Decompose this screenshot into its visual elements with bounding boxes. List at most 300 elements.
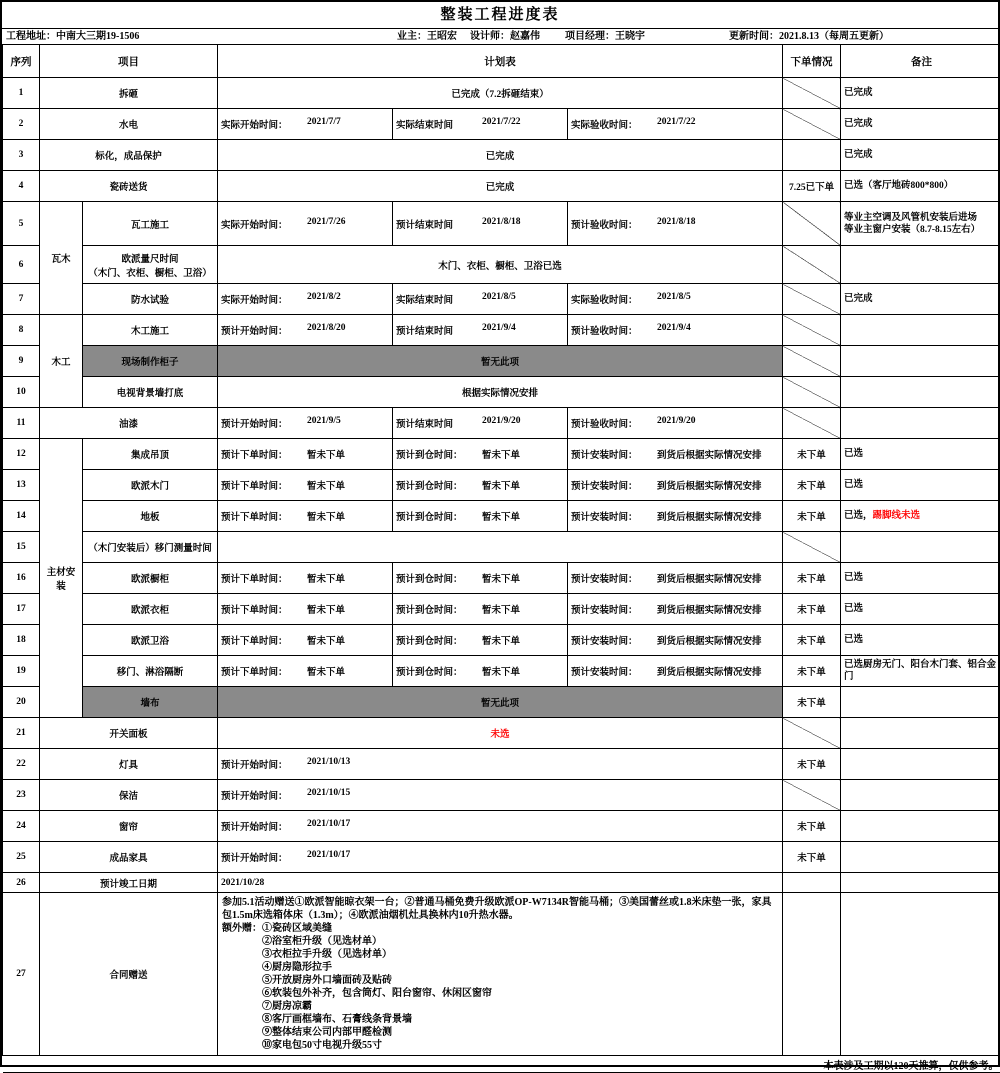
plan-label: 预计验收时间： — [571, 217, 657, 231]
order-status-cell — [783, 656, 841, 687]
remark-line — [844, 510, 999, 522]
plan-value: 暂未下单 — [307, 633, 345, 647]
remark-cell — [841, 873, 1000, 893]
order-status-cell — [783, 811, 841, 842]
remark-cell — [841, 109, 1000, 140]
remark-cell — [841, 78, 1000, 109]
remark-line — [844, 118, 999, 130]
table-row — [3, 780, 1000, 811]
remark-text: 踢脚线未选 — [873, 511, 921, 521]
plan-value: 2021/10/15 — [307, 788, 350, 798]
project-name: 移门、淋浴隔断 — [86, 664, 214, 678]
project-name: 瓷砖送货 — [43, 179, 214, 193]
plan-value: 2021/10/17 — [307, 819, 350, 829]
row-number-cell: 22 — [3, 749, 40, 780]
project-cell — [40, 78, 218, 109]
plan-label: 预计开始时间： — [221, 850, 307, 864]
table-row — [3, 893, 1000, 1056]
plan-label: 预计开始时间： — [221, 323, 307, 337]
remark-line — [844, 224, 999, 236]
plan-label: 预计安装时间： — [571, 633, 657, 647]
project-cell — [83, 470, 218, 501]
project-cell — [40, 811, 218, 842]
plan-cell — [218, 749, 783, 780]
row-number-cell: 6 — [3, 246, 40, 284]
plan-label: 实际开始时间： — [221, 292, 307, 306]
gift-line: ⑥软装包外补齐，包含筒灯、阳台窗帘、休闲区窗帘 — [222, 987, 778, 1000]
project-name: 现场制作柜子 — [86, 354, 214, 368]
table-row — [3, 842, 1000, 873]
plan-status-cell — [218, 140, 783, 171]
plan-label: 预计安装时间： — [571, 571, 657, 585]
project-name: 水电 — [43, 117, 214, 131]
plan-value: 暂未下单 — [482, 602, 520, 616]
row-number-cell: 21 — [3, 718, 40, 749]
order-status-cell — [783, 718, 841, 749]
table-row — [3, 202, 1000, 246]
col-header-plan: 计划表 — [218, 45, 783, 78]
project-cell — [83, 202, 218, 246]
plan-cell — [393, 470, 568, 501]
plan-cell — [218, 109, 393, 140]
plan-label: 预计安装时间： — [571, 602, 657, 616]
remark-line — [844, 572, 999, 584]
order-status-text: 未下单 — [797, 513, 826, 523]
table-row — [3, 315, 1000, 346]
order-status-text: 未下单 — [797, 575, 826, 585]
remark-text: 已完成 — [844, 294, 873, 304]
plan-status-text: 暂无此项 — [481, 699, 519, 709]
remark-cell — [841, 532, 1000, 563]
remark-text: 等业主窗户安装（8.7-8.15左右） — [844, 225, 980, 235]
plan-value: 到货后根据实际情况安排 — [657, 447, 762, 461]
plan-value: 到货后根据实际情况安排 — [657, 571, 762, 585]
plan-status-text: 未选 — [491, 730, 510, 740]
plan-label: 预计开始时间： — [221, 416, 307, 430]
update-time: 更新时间：2021.8.13（每周五更新） — [729, 29, 889, 44]
plan-cell — [218, 842, 783, 873]
project-cell — [40, 893, 218, 1056]
table-row — [3, 171, 1000, 202]
plan-cell — [393, 202, 568, 246]
plan-cell — [568, 284, 783, 315]
remark-cell — [841, 246, 1000, 284]
remark-cell — [841, 893, 1000, 1056]
project-cell — [83, 346, 218, 377]
order-status-cell — [783, 246, 841, 284]
row-number-cell: 2 — [3, 109, 40, 140]
project-name: 防水试验 — [86, 292, 214, 306]
order-status-cell — [783, 346, 841, 377]
order-status-cell — [783, 439, 841, 470]
plan-value: 暂未下单 — [482, 571, 520, 585]
header-row — [3, 45, 1000, 78]
plan-label: 预计到仓时间： — [396, 478, 482, 492]
remark-cell — [841, 687, 1000, 718]
gift-line: ③衣柜拉手升级（见选材单） — [222, 948, 778, 961]
row-number-cell: 12 — [3, 439, 40, 470]
plan-cell — [568, 439, 783, 470]
plan-status-text: 已完成 — [486, 183, 515, 193]
plan-label: 预计下单时间： — [221, 602, 307, 616]
remark-cell — [841, 140, 1000, 171]
plan-value: 到货后根据实际情况安排 — [657, 509, 762, 523]
project-name: 地板 — [86, 509, 214, 523]
remark-cell — [841, 718, 1000, 749]
plan-cell — [393, 284, 568, 315]
remark-line — [844, 293, 999, 305]
plan-value: 2021/7/26 — [307, 217, 346, 227]
plan-value: 暂未下单 — [307, 447, 345, 461]
table-row — [3, 439, 1000, 470]
plan-value: 到货后根据实际情况安排 — [657, 664, 762, 678]
plan-value: 到货后根据实际情况安排 — [657, 633, 762, 647]
remark-line — [844, 603, 999, 615]
project-cell — [83, 246, 218, 284]
plan-cell — [568, 656, 783, 687]
table-row — [3, 625, 1000, 656]
plan-cell — [568, 109, 783, 140]
table-row — [3, 501, 1000, 532]
plan-label: 预计下单时间： — [221, 633, 307, 647]
row-number-cell: 19 — [3, 656, 40, 687]
row-number-cell: 18 — [3, 625, 40, 656]
project-cell — [83, 594, 218, 625]
project-cell — [40, 749, 218, 780]
plan-label: 预计到仓时间： — [396, 602, 482, 616]
plan-cell — [218, 470, 393, 501]
plan-label: 预计开始时间： — [221, 819, 307, 833]
table-row — [3, 109, 1000, 140]
project-name: 合同赠送 — [43, 967, 214, 981]
plan-cell — [568, 501, 783, 532]
plan-label: 实际结束时间 — [396, 292, 482, 306]
row-number-cell: 23 — [3, 780, 40, 811]
project-cell — [40, 873, 218, 893]
project-cell — [83, 687, 218, 718]
order-status-text: 未下单 — [797, 699, 826, 709]
remark-cell — [841, 625, 1000, 656]
plan-cell — [568, 470, 783, 501]
project-name: 标化，成品保护 — [43, 148, 214, 162]
plan-status-text: 已完成（7.2拆砸结束） — [451, 90, 548, 100]
table-row — [3, 594, 1000, 625]
plan-cell — [218, 625, 393, 656]
project-cell — [83, 563, 218, 594]
plan-status-cell — [218, 687, 783, 718]
remark-line — [844, 149, 999, 161]
project-name: 木工施工 — [86, 323, 214, 337]
plan-label: 预计下单时间： — [221, 478, 307, 492]
footer-note: 本表涉及工期以120天推算，仅供参考。 — [3, 1056, 1000, 1073]
designer-name: 设计师：赵嘉伟 — [470, 29, 540, 44]
remark-cell — [841, 811, 1000, 842]
table-row — [3, 284, 1000, 315]
plan-label: 预计下单时间： — [221, 447, 307, 461]
row-number-cell: 24 — [3, 811, 40, 842]
gift-line: ②浴室柜升级（见选材单） — [222, 935, 778, 948]
remark-cell — [841, 346, 1000, 377]
stage-group-cell: 瓦木 — [40, 202, 83, 315]
remark-text: 已选厨房无门、阳台木门套、铝合金门 — [844, 660, 996, 682]
project-cell — [40, 109, 218, 140]
plan-status-cell — [218, 78, 783, 109]
plan-cell — [393, 408, 568, 439]
plan-cell — [568, 315, 783, 346]
plan-cell — [568, 625, 783, 656]
project-name: （木门、衣柜、橱柜、卫浴） — [86, 265, 214, 279]
plan-cell — [218, 811, 783, 842]
plan-cell — [393, 656, 568, 687]
project-cell — [40, 408, 218, 439]
plan-value: 2021/8/20 — [307, 323, 346, 333]
stage-group-cell: 木工 — [40, 315, 83, 408]
remark-text: 已完成 — [844, 88, 873, 98]
project-name: 欧派量尺时间 — [86, 251, 214, 265]
remark-cell — [841, 749, 1000, 780]
row-number-cell: 5 — [3, 202, 40, 246]
remark-text: 已选 — [844, 480, 863, 490]
col-header-project: 项目 — [40, 45, 218, 78]
plan-label: 预计到仓时间： — [396, 633, 482, 647]
remark-cell — [841, 780, 1000, 811]
plan-cell — [568, 563, 783, 594]
row-number-cell: 1 — [3, 78, 40, 109]
table-row — [3, 749, 1000, 780]
plan-cell — [393, 501, 568, 532]
plan-value: 2021/9/5 — [307, 416, 341, 426]
project-cell — [83, 532, 218, 563]
plan-status-text: 木门、衣柜、橱柜、卫浴已选 — [438, 262, 562, 272]
gift-line: 参加5.1活动赠送①欧派智能晾衣架一台；②普通马桶免费升级欧派OP-W7134R智能马桶；③美国蕾丝或1.8米床垫一张，家具包1.5m床选箱体床（1.3m）；④欧派油烟机灶具换林内10升热水器。 — [222, 896, 778, 922]
order-status-text: 未下单 — [797, 606, 826, 616]
remark-text: 已完成 — [844, 150, 873, 160]
order-status-text: 未下单 — [797, 451, 826, 461]
project-name: 欧派卫浴 — [86, 633, 214, 647]
plan-label: 预计结束时间 — [396, 217, 482, 231]
plan-cell — [218, 594, 393, 625]
row-number-cell: 3 — [3, 140, 40, 171]
row-number-cell: 20 — [3, 687, 40, 718]
order-status-text: 未下单 — [797, 823, 826, 833]
plan-label: 预计安装时间： — [571, 447, 657, 461]
plan-cell — [218, 408, 393, 439]
project-name: 电视背景墙打底 — [86, 385, 214, 399]
project-name: 成品家具 — [43, 850, 214, 864]
table-row — [3, 811, 1000, 842]
remark-cell — [841, 284, 1000, 315]
gift-line: ④厨房隐形拉手 — [222, 961, 778, 974]
col-header-seq: 序列 — [3, 45, 40, 78]
table-row — [3, 718, 1000, 749]
plan-cell — [393, 109, 568, 140]
stage-group-cell: 主材安装 — [40, 439, 83, 718]
plan-value: 暂未下单 — [482, 633, 520, 647]
project-name: 预计竣工日期 — [43, 876, 214, 890]
project-cell — [40, 140, 218, 171]
order-status-text: 未下单 — [797, 637, 826, 647]
owner-name: 业主：王昭宏 — [397, 29, 457, 44]
order-status-text: 未下单 — [797, 482, 826, 492]
order-status-cell — [783, 284, 841, 315]
col-header-remark: 备注 — [841, 45, 1000, 78]
plan-label: 预计到仓时间： — [396, 509, 482, 523]
progress-table — [2, 44, 1000, 1073]
remark-line — [844, 180, 999, 192]
col-header-order: 下单情况 — [783, 45, 841, 78]
project-name: 墙布 — [86, 695, 214, 709]
plan-value: 暂未下单 — [482, 447, 520, 461]
plan-value: 2021/8/5 — [657, 292, 691, 302]
plan-value: 暂未下单 — [482, 509, 520, 523]
row-number-cell: 10 — [3, 377, 40, 408]
project-name: 灯具 — [43, 757, 214, 771]
plan-status-cell — [218, 377, 783, 408]
remark-cell — [841, 171, 1000, 202]
project-cell — [83, 501, 218, 532]
remark-cell — [841, 202, 1000, 246]
plan-label: 预计验收时间： — [571, 416, 657, 430]
row-number-cell: 8 — [3, 315, 40, 346]
gift-line: ⑨整体结束公司内部甲醛检测 — [222, 1026, 778, 1039]
remark-text: 等业主空调及风管机安装后进场 — [844, 213, 977, 223]
order-status-text: 7.25已下单 — [789, 183, 834, 193]
remark-text: 已选 — [844, 635, 863, 645]
plan-label: 实际验收时间： — [571, 117, 657, 131]
plan-cell — [218, 439, 393, 470]
plan-value: 暂未下单 — [307, 571, 345, 585]
plan-label: 实际开始时间： — [221, 117, 307, 131]
plan-label: 预计验收时间： — [571, 323, 657, 337]
order-status-cell — [783, 532, 841, 563]
table-row — [3, 470, 1000, 501]
table-row — [3, 563, 1000, 594]
plan-status-cell — [218, 171, 783, 202]
remark-cell — [841, 501, 1000, 532]
order-status-cell — [783, 563, 841, 594]
order-status-cell — [783, 842, 841, 873]
plan-value: 2021/8/18 — [482, 217, 521, 227]
gift-line: ⑧客厅画框墙布、石膏线条背景墙 — [222, 1013, 778, 1026]
plan-label: 预计到仓时间： — [396, 571, 482, 585]
order-status-cell — [783, 687, 841, 718]
gift-line: 额外赠：①瓷砖区域美缝 — [222, 922, 778, 935]
table-row — [3, 408, 1000, 439]
order-status-cell — [783, 873, 841, 893]
row-number-cell: 26 — [3, 873, 40, 893]
order-status-cell — [783, 625, 841, 656]
order-status-cell — [783, 140, 841, 171]
project-manager-name: 项目经理：王晓宇 — [565, 29, 645, 44]
plan-value: 2021/10/17 — [307, 850, 350, 860]
plan-cell — [218, 315, 393, 346]
plan-cell — [218, 656, 393, 687]
gift-line: ⑦厨房凉霸 — [222, 1000, 778, 1013]
plan-value: 暂未下单 — [482, 478, 520, 492]
table-row — [3, 78, 1000, 109]
table-row — [3, 346, 1000, 377]
remark-line — [844, 212, 999, 224]
project-name: 欧派衣柜 — [86, 602, 214, 616]
project-cell — [83, 284, 218, 315]
plan-label: 预计安装时间： — [571, 478, 657, 492]
project-name: 开关面板 — [43, 726, 214, 740]
plan-cell — [218, 563, 393, 594]
order-status-cell — [783, 780, 841, 811]
plan-label: 预计到仓时间： — [396, 664, 482, 678]
plan-value: 到货后根据实际情况安排 — [657, 478, 762, 492]
plan-value: 暂未下单 — [307, 509, 345, 523]
plan-label: 预计开始时间： — [221, 788, 307, 802]
row-number-cell: 25 — [3, 842, 40, 873]
plan-label: 预计下单时间： — [221, 509, 307, 523]
plan-value: 2021/8/18 — [657, 217, 696, 227]
remark-line — [844, 634, 999, 646]
plan-value: 2021/9/20 — [657, 416, 696, 426]
plan-label: 预计下单时间： — [221, 664, 307, 678]
plan-value: 2021/7/22 — [657, 117, 696, 127]
plan-cell — [393, 439, 568, 470]
project-name: （木门安装后）移门测量时间 — [86, 540, 214, 554]
plan-value: 2021/9/4 — [482, 323, 516, 333]
remark-cell — [841, 842, 1000, 873]
plan-label: 实际验收时间： — [571, 292, 657, 306]
project-address: 工程地址：中南大三期19-1506 — [6, 29, 139, 44]
remark-cell — [841, 315, 1000, 346]
plan-label: 预计开始时间： — [221, 757, 307, 771]
page-title: 整装工程进度表 — [2, 2, 998, 28]
row-number-cell: 27 — [3, 893, 40, 1056]
remark-cell — [841, 377, 1000, 408]
table-row — [3, 140, 1000, 171]
project-cell — [83, 439, 218, 470]
plan-value: 2021/10/13 — [307, 757, 350, 767]
remark-cell — [841, 408, 1000, 439]
remark-cell — [841, 470, 1000, 501]
table-row — [3, 873, 1000, 893]
project-name: 保洁 — [43, 788, 214, 802]
plan-label: 预计到仓时间： — [396, 447, 482, 461]
plan-cell — [218, 202, 393, 246]
plan-status-text: 根据实际情况安排 — [462, 389, 538, 399]
plan-notes-cell — [218, 893, 783, 1056]
project-name: 欧派橱柜 — [86, 571, 214, 585]
info-row — [2, 28, 998, 45]
project-cell — [83, 656, 218, 687]
plan-value: 2021/8/5 — [482, 292, 516, 302]
plan-label: 实际结束时间 — [396, 117, 482, 131]
table-row — [3, 656, 1000, 687]
plan-status-cell — [218, 532, 783, 563]
order-status-text: 未下单 — [797, 761, 826, 771]
plan-cell — [218, 780, 783, 811]
plan-status-cell — [218, 346, 783, 377]
plan-value: 2021/7/7 — [307, 117, 341, 127]
project-name: 油漆 — [43, 416, 214, 430]
remark-text: 已选 — [844, 449, 863, 459]
table-row — [3, 532, 1000, 563]
project-name: 集成吊顶 — [86, 447, 214, 461]
row-number-cell: 11 — [3, 408, 40, 439]
order-status-text: 未下单 — [797, 854, 826, 864]
plan-label: 预计安装时间： — [571, 509, 657, 523]
remark-text: 已选（客厅地砖800*800） — [844, 181, 953, 191]
plan-value: 2021/7/22 — [482, 117, 521, 127]
project-cell — [83, 625, 218, 656]
table-row — [3, 377, 1000, 408]
plan-value: 暂未下单 — [307, 478, 345, 492]
plan-label: 预计安装时间： — [571, 664, 657, 678]
